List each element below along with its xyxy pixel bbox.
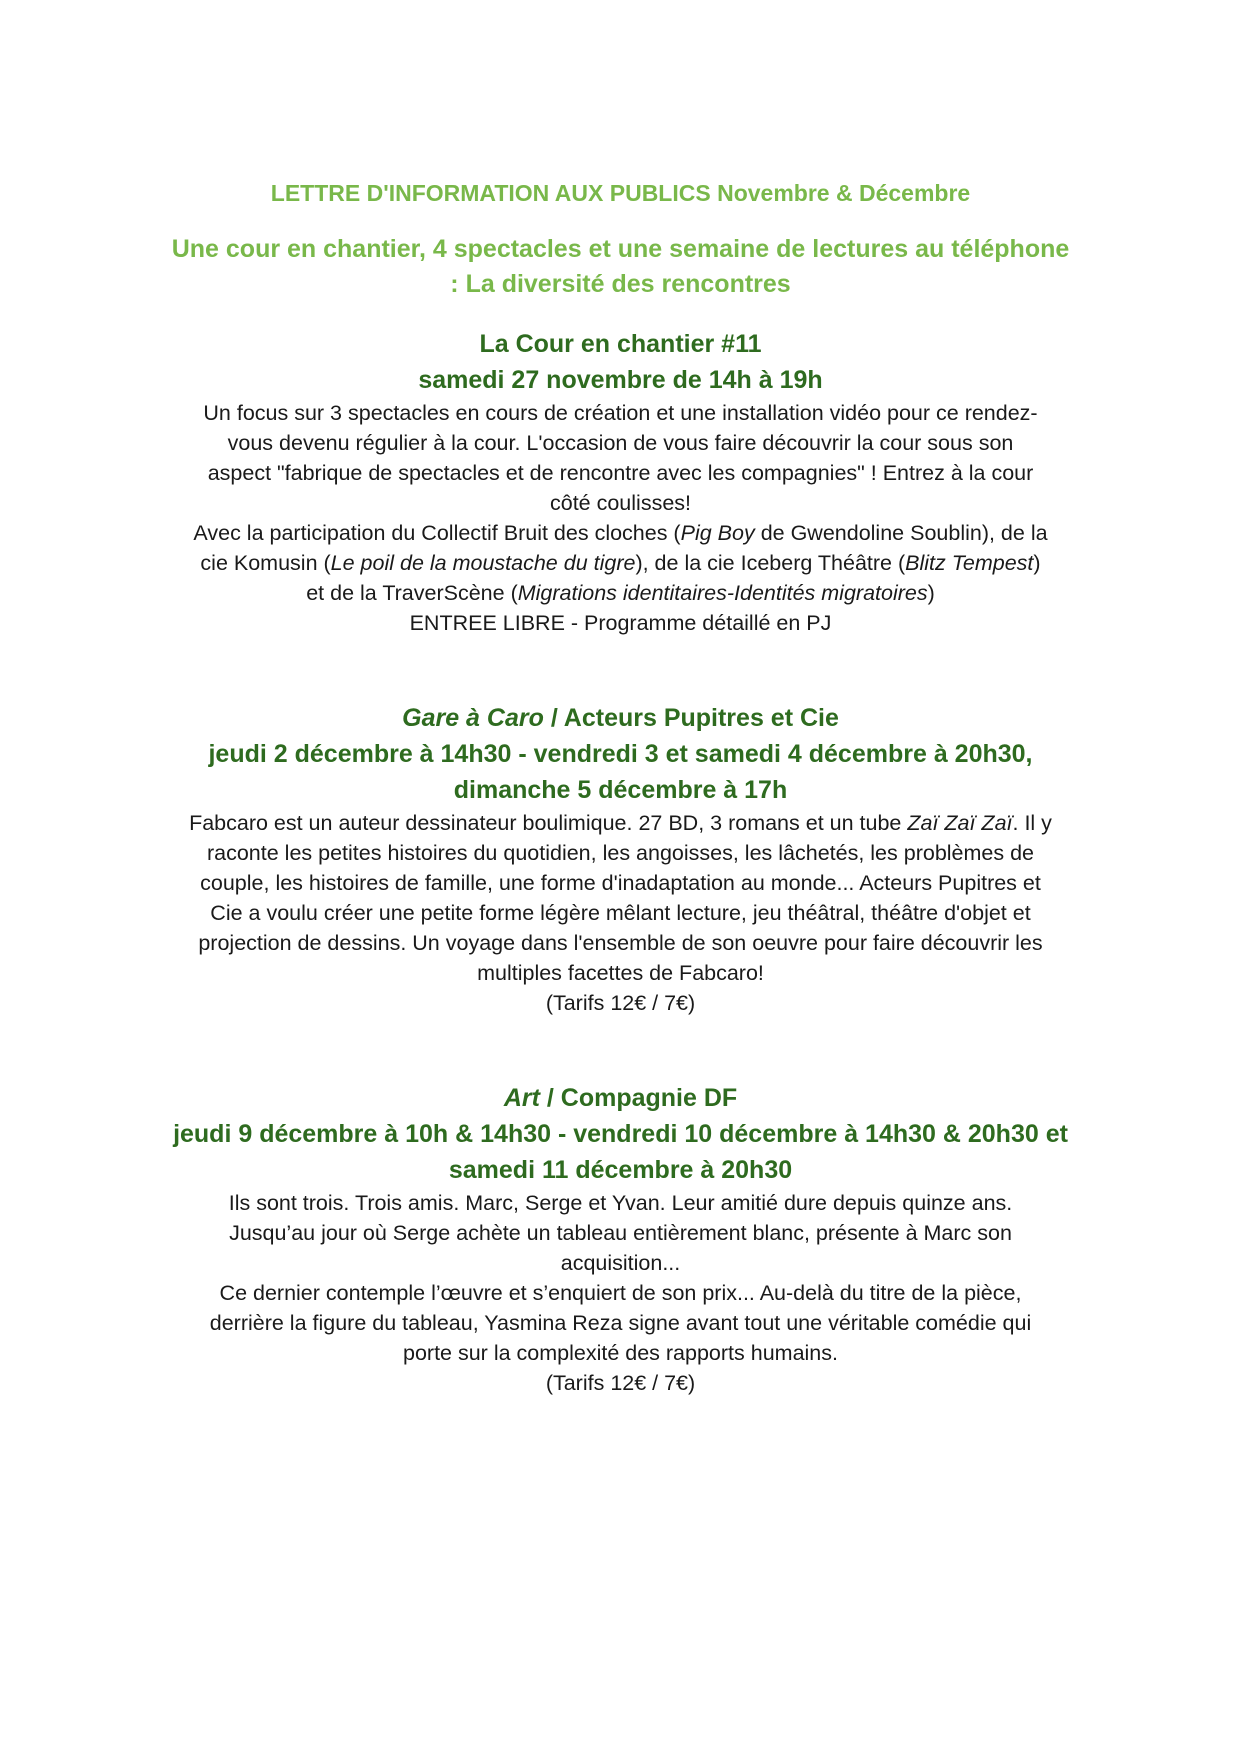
text-line: couple, les histoires de famille, une forme d'inadaptation au monde... Acteurs Pupitres et [200,871,1041,895]
work-title: Zaï Zaï Zaï [907,811,1013,835]
entry-info: ENTREE LIBRE - Programme détaillé en PJ [409,611,832,635]
event-art [150,1080,1091,1398]
subtitle-line: : La diversité des rencontres [450,270,791,298]
text-span: et de la TraverScène ( [306,581,518,605]
event-gare-a-caro [150,700,1091,1018]
text-span: . Il y [1012,811,1052,835]
event-cour-en-chantier [150,326,1091,638]
text-span: ), de la cie Iceberg Théâtre ( [635,551,906,575]
work-title: Pig Boy [680,521,755,545]
event-date: samedi 11 décembre à 20h30 [448,1156,793,1184]
event-title [150,700,1091,736]
newsletter-title: LETTRE D'INFORMATION AUX PUBLICS Novembre & Décembre [270,180,971,206]
newsletter-subtitle [150,232,1091,302]
price-info: (Tarifs 12€ / 7€) [545,991,696,1015]
text-line: porte sur la complexité des rapports humains. [403,1341,838,1365]
price-info: (Tarifs 12€ / 7€) [545,1371,696,1395]
text-span: de Gwendoline Soublin), de la [754,521,1048,545]
text-line: côté coulisses! [549,491,691,515]
event-date: samedi 27 novembre de 14h à 19h [418,366,823,394]
text-line: Jusqu’au jour où Serge achète un tableau entièrement blanc, présente à Marc son [229,1221,1012,1245]
event-date: jeudi 2 décembre à 14h30 - vendredi 3 et samedi 4 décembre à 20h30, [208,740,1033,768]
work-title: Le poil de la moustache du tigre [330,551,636,575]
show-title: Art [503,1084,540,1112]
text-line [150,808,1091,838]
text-line [150,578,1091,608]
subtitle-line: Une cour en chantier, 4 spectacles et une semaine de lectures au téléphone [171,235,1070,263]
event-description [150,398,1091,638]
text-line [150,518,1091,548]
text-line: derrière la figure du tableau, Yasmina Reza signe avant tout une véritable comédie qui [209,1311,1032,1335]
text-span: Avec la participation du Collectif Bruit des cloches ( [193,521,681,545]
text-line: acquisition... [560,1251,681,1275]
text-line: multiples facettes de Fabcaro! [477,961,764,985]
text-line: Un focus sur 3 spectacles en cours de création et une installation vidéo pour ce rendez- [203,401,1038,425]
text-span: cie Komusin ( [200,551,331,575]
work-title: Blitz Tempest [905,551,1034,575]
text-line: projection de dessins. Un voyage dans l'ensemble de son oeuvre pour faire découvrir les [198,931,1043,955]
document-body [150,178,1091,1398]
text-line: vous devenu régulier à la cour. L'occasion de vous faire découvrir la cour sous son [227,431,1014,455]
company-name: / Acteurs Pupitres et Cie [543,704,839,732]
event-description [150,1188,1091,1398]
text-line [150,548,1091,578]
text-span: Fabcaro est un auteur dessinateur boulimique. 27 BD, 3 romans et un tube [189,811,908,835]
event-title [150,1080,1091,1116]
event-description [150,808,1091,1018]
text-line: Ils sont trois. Trois amis. Marc, Serge et Yvan. Leur amitié dure depuis quinze ans. [228,1191,1013,1215]
event-date: jeudi 9 décembre à 10h & 14h30 - vendredi 10 décembre à 14h30 & 20h30 et [173,1120,1068,1148]
text-span: ) [927,581,935,605]
company-name: / Compagnie DF [539,1084,738,1112]
show-title: Gare à Caro [402,704,544,732]
text-line: Ce dernier contemple l’œuvre et s’enquiert de son prix... Au-delà du titre de la pièce, [219,1281,1022,1305]
text-line: aspect "fabrique de spectacles et de rencontre avec les compagnies" ! Entrez à la cour [207,461,1034,485]
text-line: raconte les petites histoires du quotidien, les angoisses, les lâchetés, les problèmes de [206,841,1035,865]
event-date: dimanche 5 décembre à 17h [453,776,788,804]
event-title: La Cour en chantier #11 [479,330,762,358]
text-line: Cie a voulu créer une petite forme légère mêlant lecture, jeu théâtral, théâtre d'objet et [210,901,1031,925]
text-span: ) [1033,551,1041,575]
work-title: Migrations identitaires-Identités migratoires [517,581,928,605]
